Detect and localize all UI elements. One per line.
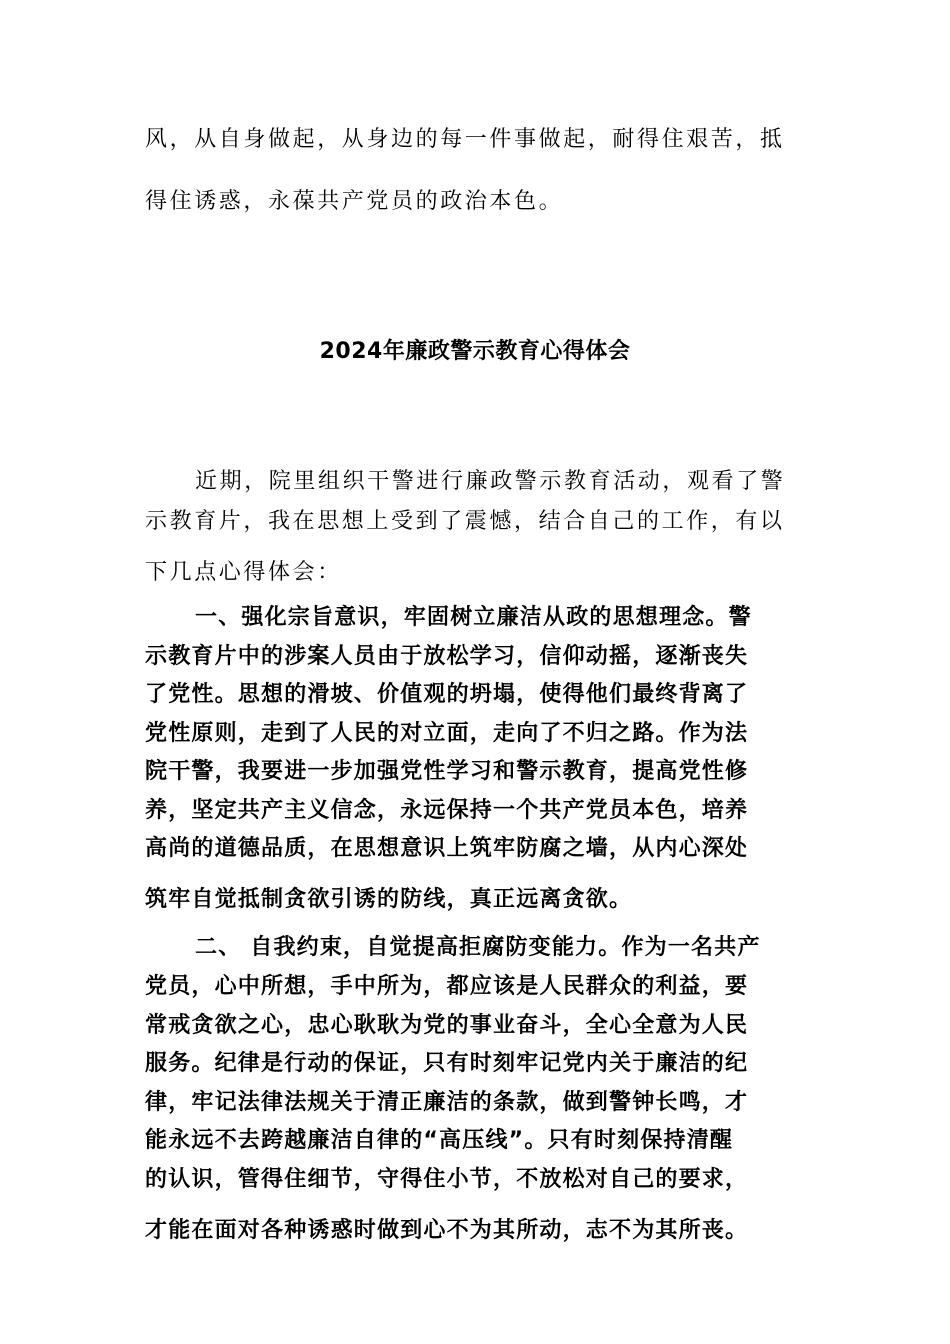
intro-line-3: 下几点心得体会： <box>145 560 342 585</box>
document-title: 2024年廉政警示教育心得体会 <box>319 339 631 364</box>
section1-line-8: 筑牢自觉抵制贪欲引诱的防线，真正远离贪欲。 <box>145 887 633 912</box>
section1-line-7: 高尚的道德品质，在思想意识上筑牢防腐之墙，从内心深处 <box>145 836 749 861</box>
section1-line-4: 党性原则，走到了人民的对立面，走向了不归之路。作为法 <box>145 721 749 746</box>
section1-line-2: 示教育片中的涉案人员由于放松学习，信仰动摇，逐渐丧失 <box>145 644 749 669</box>
section1-line-6: 养，坚定共产主义信念，永远保持一个共产党员本色，培养 <box>145 798 749 823</box>
section1-line-1: 一、强化宗旨意识，牢固树立廉洁从政的思想理念。警 <box>195 605 752 630</box>
section2-line-7: 的认识，管得住细节，守得住小节，不放松对自己的要求， <box>145 1167 749 1192</box>
section1-line-5: 院干警，我要进一步加强党性学习和警示教育，提高党性修 <box>145 759 749 784</box>
carryover-line-2: 得住诱惑，永葆共产党员的政治本色。 <box>145 189 564 214</box>
section2-line-3: 常戒贪欲之心，忠心耿耿为党的事业奋斗，全心全意为人民 <box>145 1013 749 1038</box>
section2-line-6: 能永远不去跨越廉洁自律的“高压线”。只有时刻保持清醒 <box>145 1128 734 1153</box>
section2-line-4: 服务。纪律是行动的保证，只有时刻牢记党内关于廉洁的纪 <box>145 1051 749 1076</box>
carryover-line-1: 风，从自身做起，从身边的每一件事做起，耐得住艰苦，抵 <box>145 127 785 152</box>
intro-line-1: 近期，院里组织干警进行廉政警示教育活动，观看了警 <box>195 469 786 494</box>
section2-line-1: 二、 自我约束，自觉提高拒腐防变能力。作为一名共产 <box>195 935 761 960</box>
section2-line-2: 党员，心中所想，手中所为，都应该是人民群众的利益，要 <box>145 974 749 999</box>
section1-line-3: 了党性。思想的滑坡、价值观的坍塌，使得他们最终背离了 <box>145 682 749 707</box>
intro-line-2: 示教育片，我在思想上受到了震憾，结合自己的工作，有以 <box>145 509 785 534</box>
section2-line-5: 律，牢记法律法规关于清正廉洁的条款，做到警钟长鸣，才 <box>145 1090 749 1115</box>
section2-line-8: 才能在面对各种诱惑时做到心不为其所动，志不为其所丧。 <box>145 1218 749 1243</box>
